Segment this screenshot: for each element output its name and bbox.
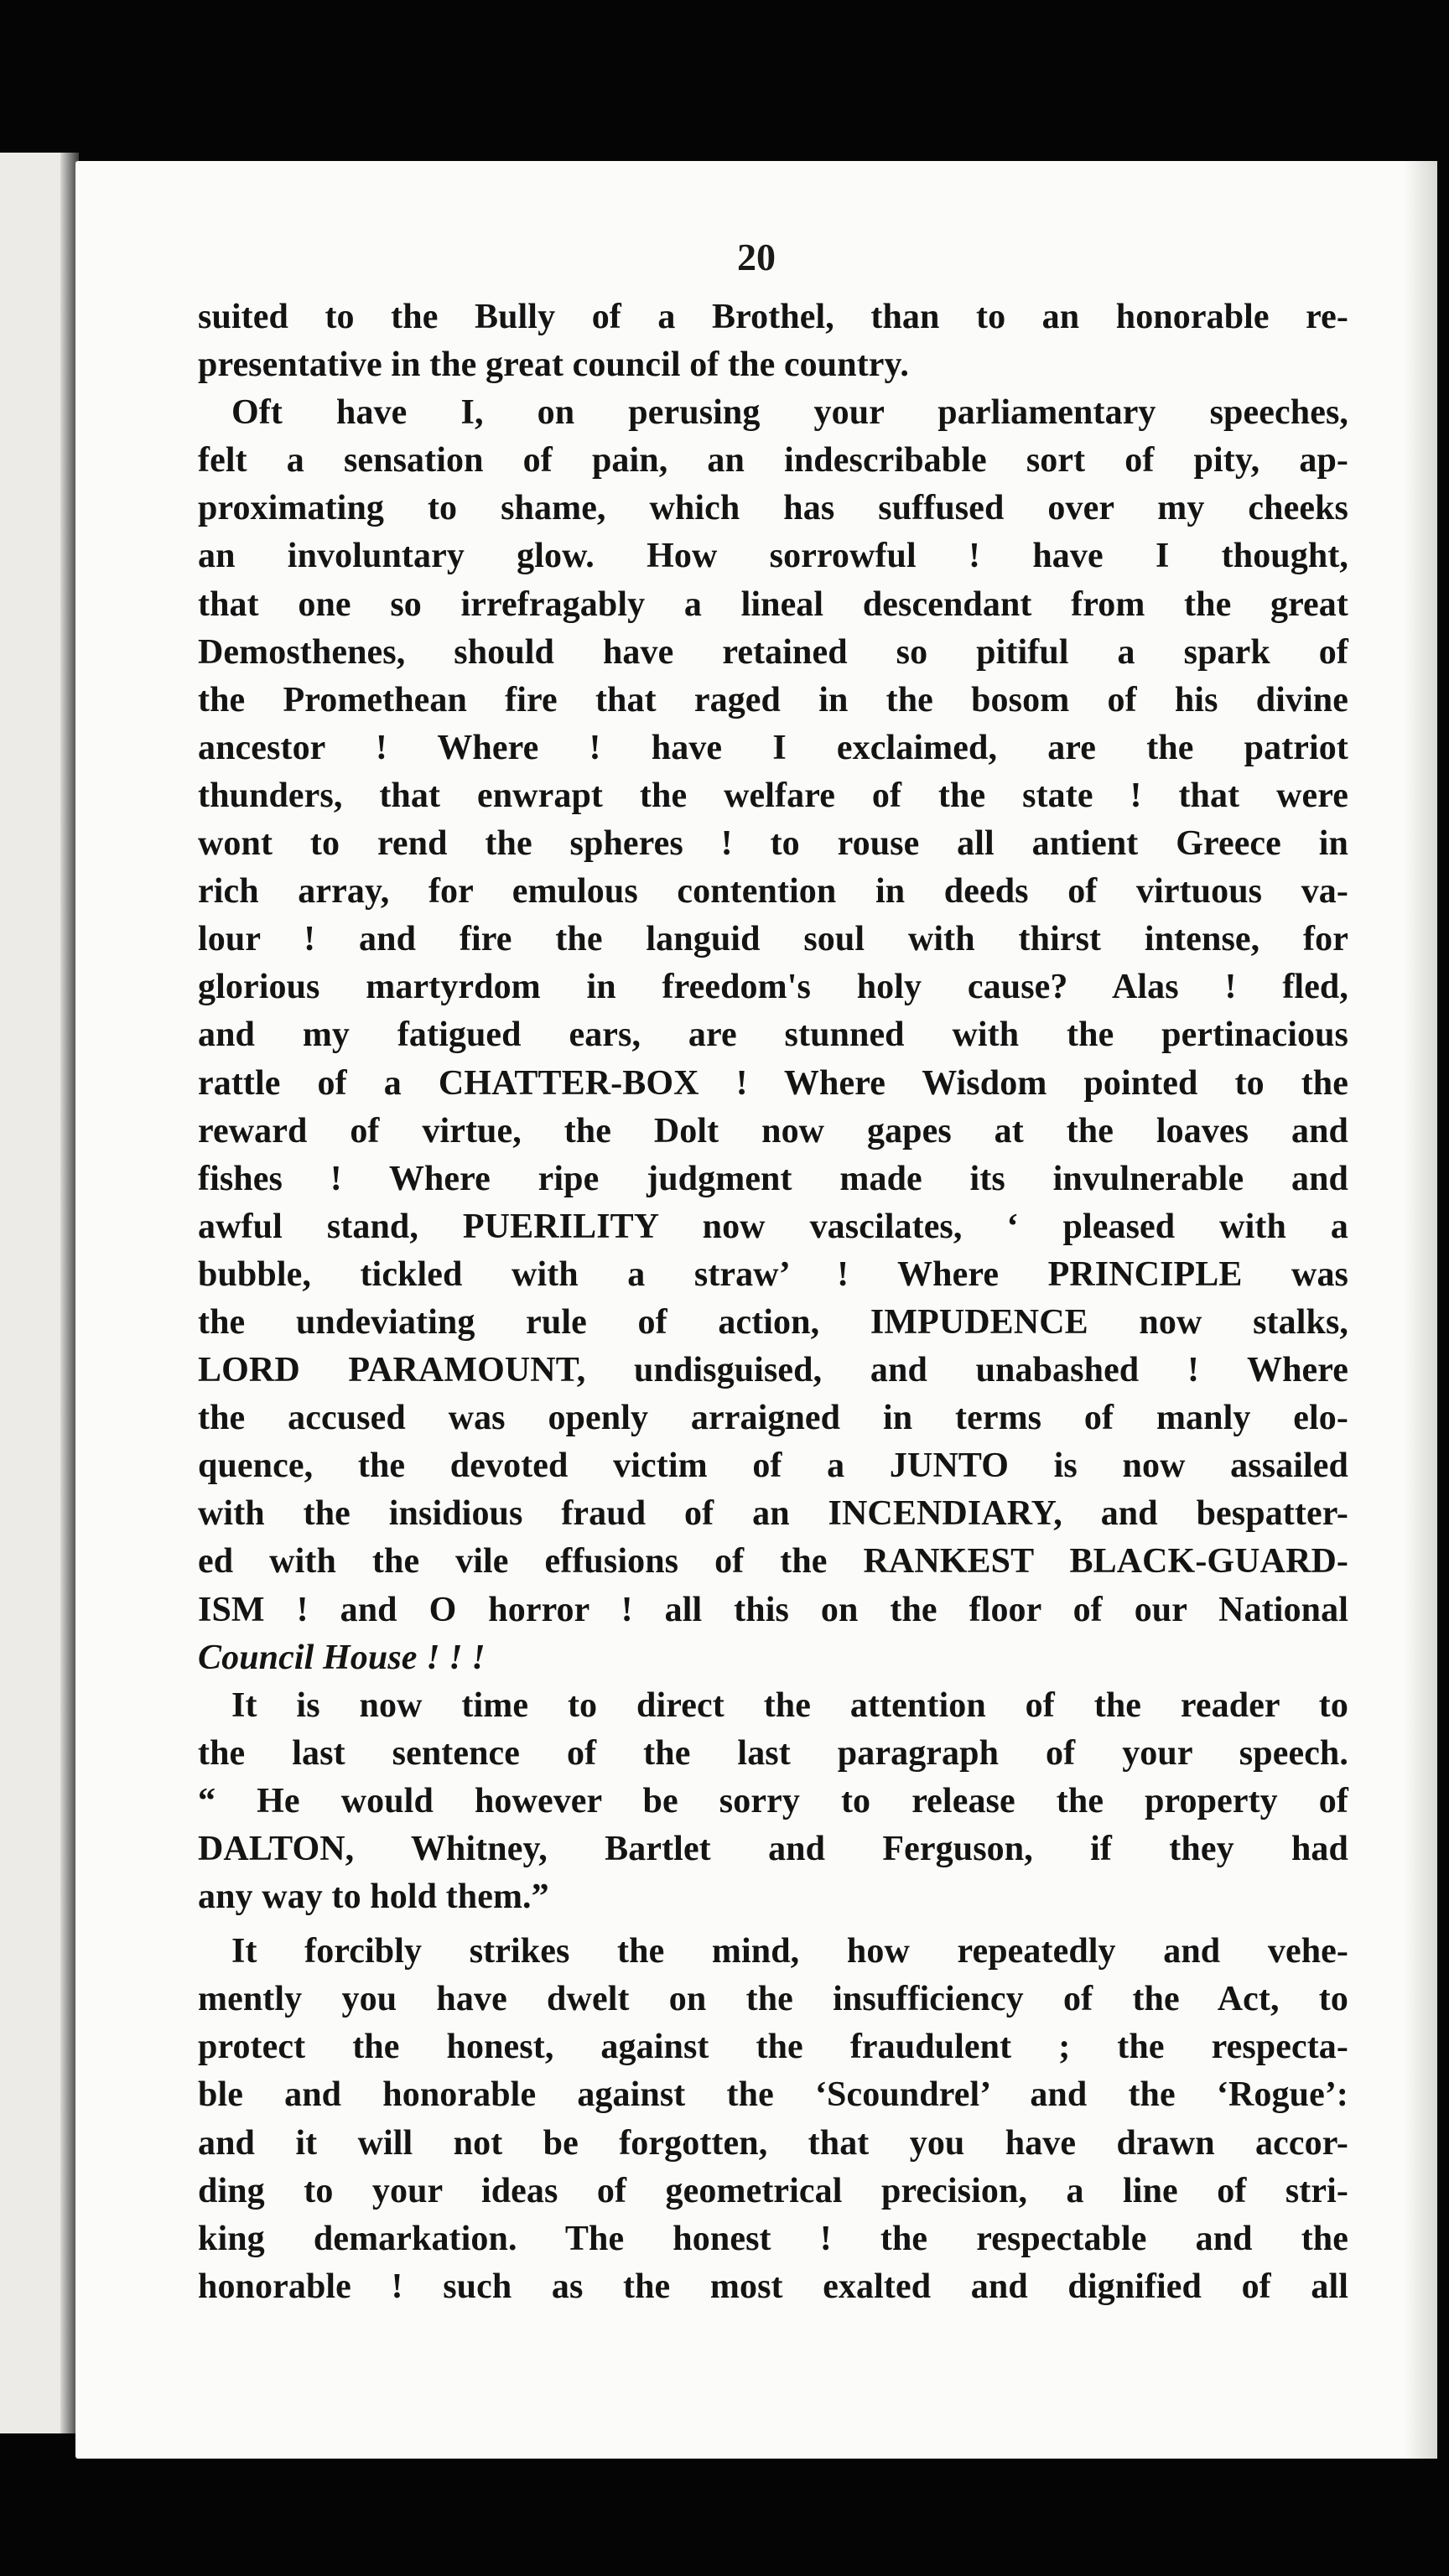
- text-line: ding to your ideas of geometrical precision, a line of stri-: [198, 2171, 1348, 2210]
- text-line: Oft have I, on perusing your parliamentary speeches,: [231, 393, 1348, 433]
- text-line: mently you have dwelt on the insufficiency of the Act, to: [198, 1980, 1348, 2019]
- text-line: an involuntary glow. How sorrowful ! have I thought,: [198, 537, 1348, 576]
- text-line: that one so irrefragably a lineal descendant from the great: [198, 584, 1348, 624]
- text-line: ed with the vile effusions of the RANKEST BLACK-GUARD-: [198, 1542, 1348, 1581]
- text-line: the accused was openly arraigned in terms of manly elo-: [198, 1399, 1348, 1438]
- text-line: protect the honest, against the fraudulent ; the respecta-: [198, 2028, 1348, 2067]
- text-line: rattle of a CHATTER-BOX ! Where Wisdom pointed to the: [198, 1063, 1348, 1103]
- text-line: It forcibly strikes the mind, how repeatedly and vehe-: [231, 1932, 1348, 1971]
- text-line: lour ! and fire the languid soul with thirst intense, for: [198, 920, 1348, 959]
- text-line: the Promethean fire that raged in the bosom of his divine: [198, 680, 1348, 719]
- text-line: presentative in the great council of the country.: [198, 345, 909, 385]
- text-line: wont to rend the spheres ! to rouse all antient Greece in: [198, 824, 1348, 864]
- text-line: proximating to shame, which has suffused over my cheeks: [198, 489, 1348, 528]
- text-line: Council House ! ! !: [198, 1638, 486, 1677]
- text-line: with the insidious fraud of an INCENDIARY, and bespatter-: [198, 1494, 1348, 1534]
- text-line: king demarkation. The honest ! the respectable and the: [198, 2219, 1348, 2258]
- text-line: quence, the devoted victim of a JUNTO is now assailed: [198, 1446, 1348, 1486]
- body-text: [198, 293, 1348, 2311]
- text-line: LORD PARAMOUNT, undisguised, and unabashed ! Where: [198, 1351, 1348, 1390]
- text-line: honorable ! such as the most exalted and dignified of all: [198, 2267, 1348, 2306]
- text-line: “ He would however be sorry to release the property of: [198, 1781, 1348, 1820]
- text-line: Demosthenes, should have retained so pitiful a spark of: [198, 632, 1348, 672]
- text-line: ISM ! and O horror ! all this on the floor of our National: [198, 1590, 1348, 1629]
- text-line: glorious martyrdom in freedom's holy cause? Alas ! fled,: [198, 968, 1348, 1007]
- text-line: reward of virtue, the Dolt now gapes at the loaves and: [198, 1111, 1348, 1150]
- text-line: the undeviating rule of action, IMPUDENCE now stalks,: [198, 1302, 1348, 1342]
- page-number: 20: [737, 236, 776, 278]
- book-page: [75, 161, 1437, 2459]
- text-line: awful stand, PUERILITY now vascilates, ‘ pleased with a: [198, 1207, 1348, 1246]
- text-line: bubble, tickled with a straw’ ! Where PRINCIPLE was: [198, 1254, 1348, 1294]
- text-line: felt a sensation of pain, an indescribable sort of pity, ap-: [198, 441, 1348, 480]
- text-line: thunders, that enwrapt the welfare of the state ! that were: [198, 776, 1348, 815]
- text-line: the last sentence of the last paragraph of your speech.: [198, 1733, 1348, 1773]
- text-line: and it will not be forgotten, that you have drawn accor-: [198, 2123, 1348, 2163]
- page-edge-shadow: [1404, 161, 1437, 2459]
- text-line: It is now time to direct the attention of the reader to: [231, 1685, 1348, 1725]
- text-line: fishes ! Where ripe judgment made its invulnerable and: [198, 1159, 1348, 1198]
- text-line: rich array, for emulous contention in deeds of virtuous va-: [198, 872, 1348, 911]
- text-line: any way to hold them.”: [198, 1877, 549, 1917]
- text-line: ancestor ! Where ! have I exclaimed, are the patriot: [198, 728, 1348, 767]
- text-line: DALTON, Whitney, Bartlet and Ferguson, if they had: [198, 1830, 1348, 1868]
- text-line: suited to the Bully of a Brothel, than to an honorable re-: [198, 298, 1348, 336]
- text-line: ble and honorable against the ‘Scoundrel’ and the ‘Rogue’:: [198, 2075, 1348, 2115]
- text-line: and my fatigued ears, are stunned with the pertinacious: [198, 1015, 1348, 1055]
